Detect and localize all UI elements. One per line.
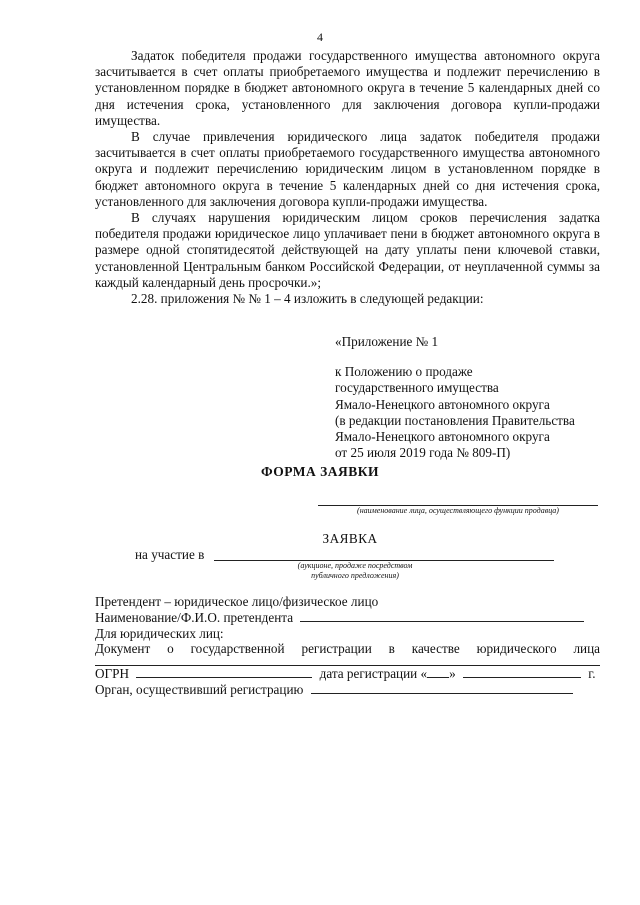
paragraph-item-2-28: 2.28. приложения № № 1 – 4 изложить в следующей редакции:	[131, 291, 484, 307]
reg-day-field[interactable]	[427, 666, 449, 678]
appendix-line: Ямало-Ненецкого автономного округа	[335, 396, 550, 412]
paragraph-deposit: Задаток победителя продажи государственного имущества автономного округа засчитывается в счет оплаты приобретаемого имущества и подлежит перечислению в установленном порядке в бюджет автономного округа в течение 5 календарных дней со дня истечения срока, установленного для заключения договора купли-продажи имущества.	[95, 48, 600, 128]
authority-row	[95, 682, 600, 698]
application-title: ЗАЯВКА	[322, 531, 378, 546]
form-heading: ФОРМА ЗАЯВКИ	[260, 464, 380, 479]
appendix-line: государственного имущества	[335, 380, 499, 396]
ogrn-row	[95, 666, 600, 682]
doc-word: государственной	[190, 641, 285, 657]
applicant-name-row	[95, 610, 600, 626]
participation-hint-line: (аукционе, продаже посредством	[297, 561, 413, 570]
appendix-header	[335, 334, 625, 461]
applicant-name-field[interactable]	[300, 610, 584, 622]
page-number: 4	[317, 30, 323, 44]
appendix-title: «Приложение № 1	[335, 334, 439, 349]
ogrn-field[interactable]	[136, 666, 312, 678]
doc-word: в	[388, 641, 395, 657]
doc-word: юридического	[476, 641, 557, 657]
doc-word: лица	[573, 641, 600, 657]
seller-name-hint: (наименование лица, осуществляющего функции продавца)	[357, 506, 559, 515]
paragraph-penalty: В случаях нарушения юридическим лицом сроков перечисления задатка победителя продажи юридическое лицо уплачивает пени в бюджет автономного округа в размере одной стопятидесятой действующей на дату уплаты пени ключевой ставки, установленной Центральным банком Российской Федерации, от неуплаченной суммы за каждый календарный день просрочки.»;	[95, 210, 600, 290]
doc-word: о	[167, 641, 174, 657]
authority-field[interactable]	[311, 682, 573, 694]
participation-hint	[250, 561, 460, 581]
appendix-line: (в редакции постановления Правительства	[335, 412, 575, 428]
applicant-name-label: Наименование/Ф.И.О. претендента	[95, 609, 294, 625]
registration-doc-label	[95, 641, 600, 657]
doc-word: регистрации	[301, 641, 372, 657]
appendix-line: от 25 июля 2019 года № 809-П)	[335, 445, 511, 461]
reg-month-year-field[interactable]	[463, 666, 581, 678]
participation-hint-line: публичного предложения)	[311, 571, 399, 580]
reg-date-close: »	[449, 666, 456, 682]
ogrn-label: ОГРН	[95, 666, 130, 682]
decree-text	[95, 48, 600, 307]
doc-word: Документ	[95, 641, 151, 657]
registration-doc-field[interactable]	[95, 657, 600, 666]
participation-label: на участие в	[135, 547, 205, 562]
reg-date-label: дата регистрации «	[319, 666, 428, 682]
authority-label: Орган, осуществивший регистрацию	[95, 681, 304, 697]
applicant-type: Претендент – юридическое лицо/физическое лицо	[95, 594, 379, 609]
appendix-line: Ямало-Ненецкого автономного округа	[335, 429, 550, 445]
legal-entities-label: Для юридических лиц:	[95, 625, 224, 641]
appendix-line: к Положению о продаже	[335, 364, 473, 380]
year-suffix: г.	[588, 666, 596, 682]
paragraph-legal-entity: В случае привлечения юридического лица задаток победителя продажи засчитывается в счет оплаты приобретаемого государственного имущества автономного округа и подлежит перечислению юридическим лицом в установленном порядке в бюджет автономного округа в течение 5 календарных дней со дня истечения срока, установленного для заключения договора купли-продажи имущества.	[95, 129, 600, 209]
applicant-section	[95, 594, 600, 698]
doc-word: качестве	[411, 641, 460, 657]
